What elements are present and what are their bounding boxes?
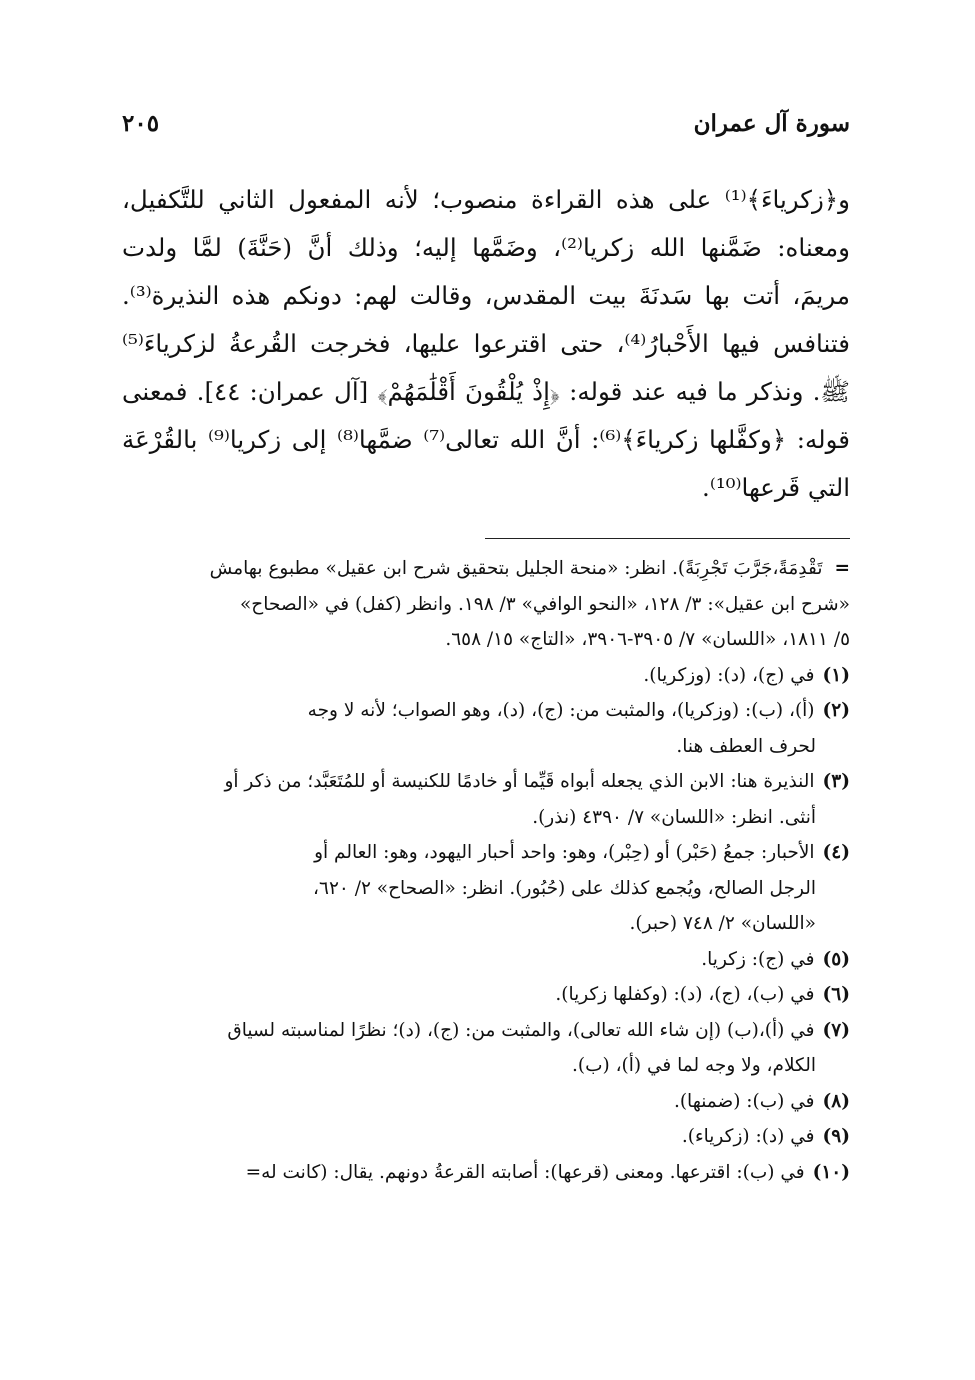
footnote-6 — [122, 977, 850, 1013]
footnote-line: لحرف العطف هنا. — [676, 735, 816, 757]
footnote-line: في (ب): (ضمنها). — [673, 1090, 815, 1112]
footnote-line: ٥/ ١٨١١، «اللسان» ٧/ ٣٩٠٥-٣٩٠٦، «التاج» ١٥/ ٦٥٨. — [445, 629, 850, 650]
footnote-2 — [122, 693, 850, 764]
footnote-line: «اللسان» ٢/ ٧٤٨ (حبر). — [629, 913, 816, 934]
continuation-mark: = — [834, 558, 850, 579]
main-line: قوله: ﴿وكفَّلها زكرياءَ﴾⁽⁶⁾: أنَّ الله تعالى⁽⁷⁾ ضمَّها⁽⁸⁾ إلى زكريا⁽⁹⁾ بالقُرْعَة — [122, 425, 850, 454]
main-line: التي قَرعها⁽¹⁰⁾. — [702, 473, 850, 502]
page — [122, 110, 850, 1190]
footnote-number: (١٠) — [812, 1161, 850, 1183]
footnote-8 — [122, 1084, 850, 1120]
main-line: فتنافس فيها الأَحْبارُ⁽⁴⁾، حتى اقترعوا عليها، فخرجت القُرعةُ لزكرياءَ⁽⁵⁾ — [122, 329, 850, 358]
page-header — [122, 110, 850, 160]
footnote-line: في (د): (زكرياء). — [681, 1126, 815, 1147]
footnote-line: النذيرة هنا: الابن الذي يجعله أبواه قَيِّما أو خادمًا للكنيسة أو للمُتَعَبَّد؛ من ذكر أو — [224, 771, 815, 792]
footnote-10 — [122, 1155, 850, 1191]
main-line: و﴿زكرياءَ﴾⁽¹⁾ على هذه القراءة منصوب؛ لأنه المفعول الثاني للتَّكفيل، — [122, 185, 850, 214]
footnote-line: الرجل الصالح، ويُجمع كذلك على (حُبُور). انظر: «الصحاح» ٢/ ٦٢٠، — [313, 877, 816, 899]
main-line: ﷺ. ونذكر ما فيه عند قوله: ﴿إِذْ يُلْقُونَ أَقْلَٰمَهُمْ﴾ [آل عمران: ٤٤]. فمعنى — [122, 377, 850, 406]
footnote-number: (٣) — [822, 771, 850, 792]
footnote-5 — [122, 942, 850, 978]
main-line: مريمَ، أتت بها سَدنَةَ بيت المقدس، وقالت لهم: دونكم هذه النذيرة⁽³⁾. — [122, 281, 850, 310]
footnote-line: الكلام، ولا وجه لما في (أ)، (ب). — [571, 1055, 816, 1076]
footnote-line: الأحبار: جمعُ (حَبْر) أو (حِبْر)، وهو: واحد أحبار اليهود، وهو: العالم أو — [314, 842, 815, 863]
page-number: ٢٠٥ — [122, 110, 160, 137]
footnote-4 — [122, 835, 850, 942]
footnote-line: في (ب)، (ج)، (د): (وكفلها زكريا). — [555, 984, 815, 1005]
footnote-line: في (أ)،(ب) (إن شاء الله تعالى)، والمثبت من: (ج)، (د)؛ نظرًا لمناسبته لسياق — [227, 1019, 815, 1041]
footnote-continuation — [122, 551, 850, 658]
footnote-line: «شرح ابن عقيل»: ٣/ ١٢٨، «النحو الوافي» ٣/ ١٩٨. وانظر (كفل) في «الصحاح» — [239, 593, 850, 615]
footnote-line: في (ب): اقترعها. ومعنى (قرعها): أصابته القرعةُ دونهم. يقال: (كانت له= — [245, 1161, 805, 1183]
footnote-3 — [122, 764, 850, 835]
footnote-1 — [122, 658, 850, 694]
surah-title: سورة آل عمران — [693, 110, 850, 137]
footnote-9 — [122, 1119, 850, 1155]
footnote-number: (٥) — [822, 948, 850, 970]
footnote-line: أنثى. انظر: «اللسان» ٧/ ٤٣٩٠ (نذر). — [532, 806, 816, 828]
footnote-number: (٧) — [822, 1019, 850, 1041]
footnote-number: (٤) — [822, 842, 850, 863]
footnote-7 — [122, 1013, 850, 1084]
footnote-number: (٦) — [822, 984, 850, 1005]
footnote-line: (أ)، (ب): (وزكريا)، والمثبت من: (ج)، (د)، وهو الصواب؛ لأنه لا وجه — [307, 700, 815, 721]
footnote-number: (٨) — [822, 1090, 850, 1112]
footnote-line: في (ج)، (د): (وزكريا). — [643, 664, 815, 686]
footnote-number: (٩) — [822, 1126, 850, 1147]
main-text — [122, 176, 850, 512]
footnote-line: في (ج): زكريا. — [701, 948, 815, 970]
footnote-divider — [485, 538, 850, 539]
footnotes — [122, 551, 850, 1190]
footnote-line: تَقْدِمَةً،جَرَّبَ تَجْرِبَةً). انظر: «منحة الجليل بتحقيق شرح ابن عقيل» مطبوع بهامش — [209, 558, 823, 579]
footnote-number: (١) — [822, 664, 850, 686]
main-line: ومعناه: ضَمَّنها الله زكريا⁽²⁾، وضَمَّها إليه؛ وذلك أنَّ (حَنَّةَ) لمَّا ولدت — [122, 233, 850, 262]
footnote-number: (٢) — [822, 700, 850, 721]
